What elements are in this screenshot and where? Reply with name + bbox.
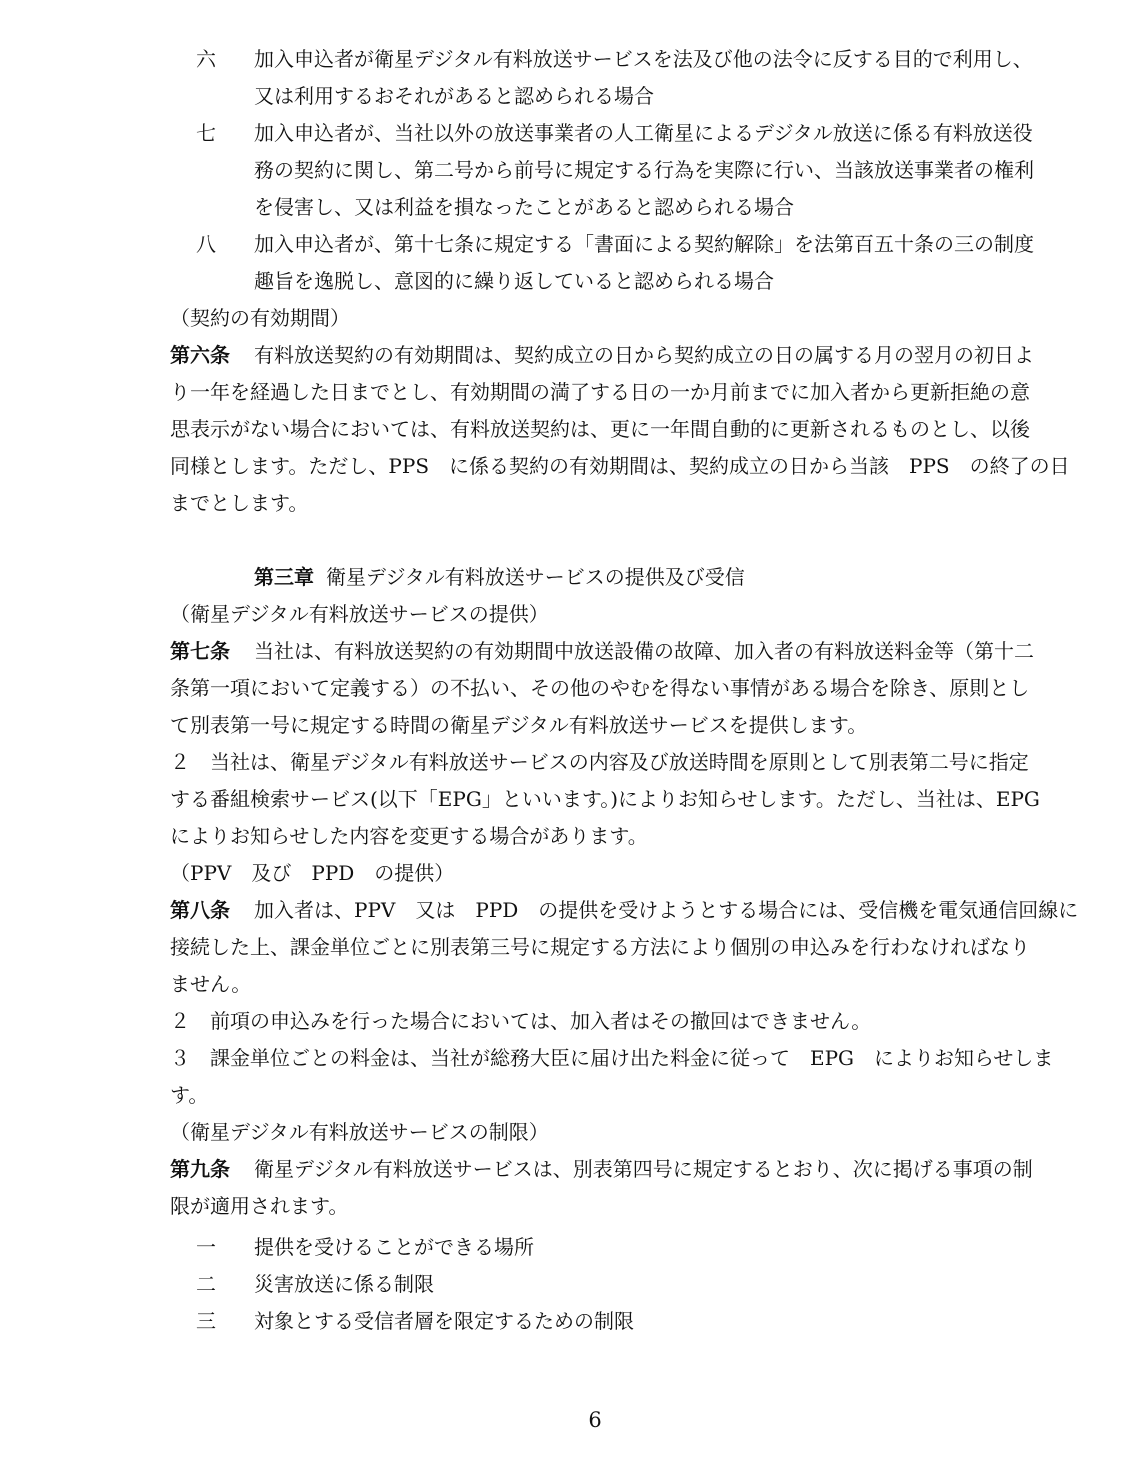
page-number: 6 (588, 1408, 602, 1432)
chapter-title: 第三章 (254, 565, 314, 589)
item-text-line: 又は利用するおそれがあると認められる場合 (254, 84, 654, 108)
chapter-heading-text: 衛星デジタル有料放送サービスの提供及び受信 (326, 565, 745, 589)
article-text-line: 有料放送契約の有効期間は、契約成立の日から契約成立の日の属する月の翌月の初日よ (254, 343, 1034, 367)
paragraph-line: ２ 前項の申込みを行った場合においては、加入者はその撤回はできません。 (170, 1009, 872, 1033)
paragraph-line: ３ 課金単位ごとの料金は、当社が総務大臣に届け出た料金に従って EPG によりお知らせしま (170, 1046, 1054, 1070)
item-number: 三 (196, 1309, 216, 1333)
item-text-line: 加入申込者が、当社以外の放送事業者の人工衛星によるデジタル放送に係る有料放送役 (254, 121, 1033, 145)
item-text-line: を侵害し、又は利益を損なったことがあると認められる場合 (254, 195, 794, 219)
article-caption: （契約の有効期間） (170, 306, 350, 330)
article-text-line: 思表示がない場合においては、有料放送契約は、更に一年間自動的に更新されるものとし、以後 (170, 417, 1030, 441)
article-text-line: 当社は、有料放送契約の有効期間中放送設備の故障、加入者の有料放送料金等（第十二 (254, 639, 1034, 663)
article-text-line: り一年を経過した日までとし、有効期間の満了する日の一か月前までに加入者から更新拒絶の意 (170, 380, 1030, 404)
item-text-line: 加入申込者が衛星デジタル有料放送サービスを法及び他の法令に反する目的で利用し、 (254, 47, 1033, 71)
article-caption: （PPV 及び PPD の提供） (170, 861, 455, 885)
article-title: 第七条 (170, 639, 230, 663)
article-text-line: 加入者は、PPV 又は PPD の提供を受けようとする場合には、受信機を電気通信回線に (254, 898, 1079, 922)
article-text-line: 接続した上、課金単位ごとに別表第三号に規定する方法により個別の申込みを行わなければなり (170, 935, 1030, 959)
item-number: 七 (196, 121, 216, 145)
article-title: 第八条 (170, 898, 230, 922)
item-number: 六 (196, 47, 216, 71)
paragraph-line: ２ 当社は、衛星デジタル有料放送サービスの内容及び放送時間を原則として別表第二号に指定 (170, 750, 1029, 774)
item-text-line: 提供を受けることができる場所 (254, 1235, 534, 1259)
article-text-line: ません。 (170, 972, 252, 996)
article-title: 第九条 (170, 1157, 230, 1181)
paragraph-line: する番組検索サービス(以下「EPG」といいます。)によりお知らせします。ただし、当社は、EPG (170, 787, 1040, 811)
item-text-line: 趣旨を逸脱し、意図的に繰り返していると認められる場合 (254, 269, 774, 293)
item-text-line: 加入申込者が、第十七条に規定する「書面による契約解除」を法第百五十条の三の制度 (254, 232, 1034, 256)
article-text-line: 衛星デジタル有料放送サービスは、別表第四号に規定するとおり、次に掲げる事項の制 (254, 1157, 1033, 1181)
item-number: 二 (196, 1272, 216, 1296)
item-text-line: 対象とする受信者層を限定するための制限 (254, 1309, 634, 1333)
paragraph-line: によりお知らせした内容を変更する場合があります。 (170, 824, 648, 848)
article-text-line: 限が適用されます。 (170, 1194, 349, 1218)
item-number: 八 (196, 232, 216, 256)
article-text-line: までとします。 (170, 491, 309, 515)
item-text-line: 務の契約に関し、第二号から前号に規定する行為を実際に行い、当該放送事業者の権利 (254, 158, 1034, 182)
article-text-line: 条第一項において定義する）の不払い、その他のやむを得ない事情がある場合を除き、原則とし (170, 676, 1030, 700)
article-caption: （衛星デジタル有料放送サービスの提供） (170, 602, 549, 626)
article-text-line: て別表第一号に規定する時間の衛星デジタル有料放送サービスを提供します。 (170, 713, 868, 737)
item-text-line: 災害放送に係る制限 (254, 1272, 434, 1296)
article-text-line: 同様とします。ただし、PPS に係る契約の有効期間は、契約成立の日から当該 PPS の終了の日 (170, 454, 1070, 478)
article-title: 第六条 (170, 343, 230, 367)
item-number: 一 (196, 1235, 216, 1259)
article-caption: （衛星デジタル有料放送サービスの制限） (170, 1120, 549, 1144)
paragraph-line: す。 (170, 1083, 209, 1107)
